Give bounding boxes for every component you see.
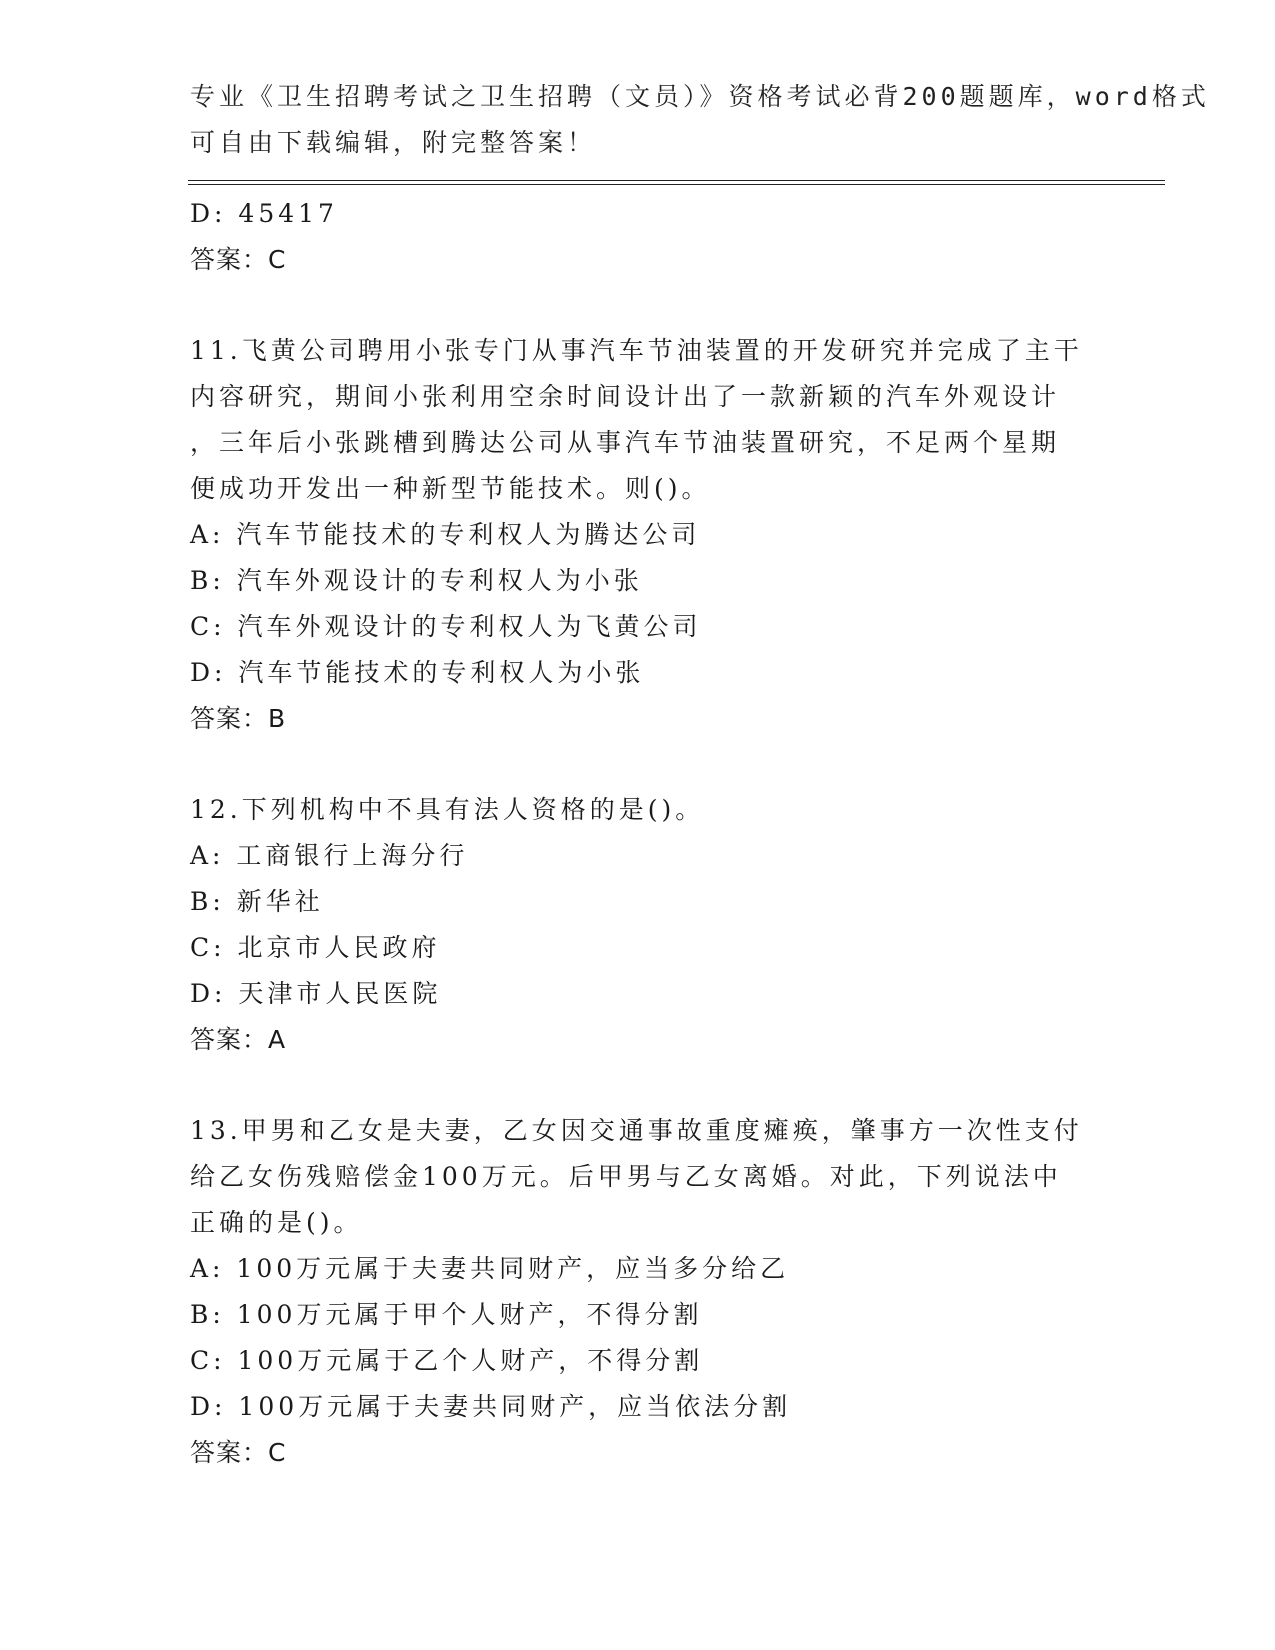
question-stem-line: 11.飞黄公司聘用小张专门从事汽车节油装置的开发研究并完成了主干 xyxy=(190,336,1083,365)
question-stem-line: 内容研究，期间小张利用空余时间设计出了一款新颖的汽车外观设计 xyxy=(190,382,1061,411)
question-12 xyxy=(190,787,1090,1063)
question-stem-line: ，三年后小张跳槽到腾达公司从事汽车节油装置研究，不足两个星期 xyxy=(190,428,1061,457)
header-rule-bottom xyxy=(188,184,1165,185)
prev-question-tail xyxy=(190,191,1090,283)
option-a: A: 汽车节能技术的专利权人为腾达公司 xyxy=(190,520,701,549)
question-stem-line: 12.下列机构中不具有法人资格的是()。 xyxy=(190,795,705,824)
option-b: B: 新华社 xyxy=(190,887,324,916)
option-c: C: 100万元属于乙个人财产，不得分割 xyxy=(190,1346,704,1375)
option-b: B: 汽车外观设计的专利权人为小张 xyxy=(190,566,643,595)
document-body xyxy=(190,191,1090,1476)
question-stem-line: 正确的是()。 xyxy=(190,1208,363,1237)
question-13 xyxy=(190,1108,1090,1476)
header-line-1: 专业《卫生招聘考试之卫生招聘（文员）》资格考试必背200题题库，word格式 xyxy=(190,82,1210,111)
question-stem-line: 13.甲男和乙女是夫妻，乙女因交通事故重度瘫痪，肇事方一次性支付 xyxy=(190,1116,1083,1145)
option-d: D: 100万元属于夫妻共同财产，应当依法分割 xyxy=(190,1392,792,1421)
question-11 xyxy=(190,328,1090,742)
document-header xyxy=(190,74,1210,166)
answer-line: 答案：C xyxy=(190,1438,287,1467)
answer-line: 答案：C xyxy=(190,245,287,274)
question-stem-line: 便成功开发出一种新型节能技术。则()。 xyxy=(190,474,711,503)
answer-line: 答案：A xyxy=(190,1025,287,1054)
option-a: A: 100万元属于夫妻共同财产，应当多分给乙 xyxy=(190,1254,790,1283)
option-d: D: 45417 xyxy=(190,199,338,228)
option-b: B: 100万元属于甲个人财产，不得分割 xyxy=(190,1300,703,1329)
option-d: D: 天津市人民医院 xyxy=(190,979,442,1008)
option-c: C: 汽车外观设计的专利权人为飞黄公司 xyxy=(190,612,702,641)
header-rule-top xyxy=(188,180,1165,181)
option-d: D: 汽车节能技术的专利权人为小张 xyxy=(190,658,645,687)
answer-line: 答案：B xyxy=(190,704,287,733)
question-stem-line: 给乙女伤残赔偿金100万元。后甲男与乙女离婚。对此，下列说法中 xyxy=(190,1162,1062,1191)
option-c: C: 北京市人民政府 xyxy=(190,933,441,962)
header-line-2: 可自由下载编辑，附完整答案！ xyxy=(190,128,597,157)
option-a: A: 工商银行上海分行 xyxy=(190,841,469,870)
